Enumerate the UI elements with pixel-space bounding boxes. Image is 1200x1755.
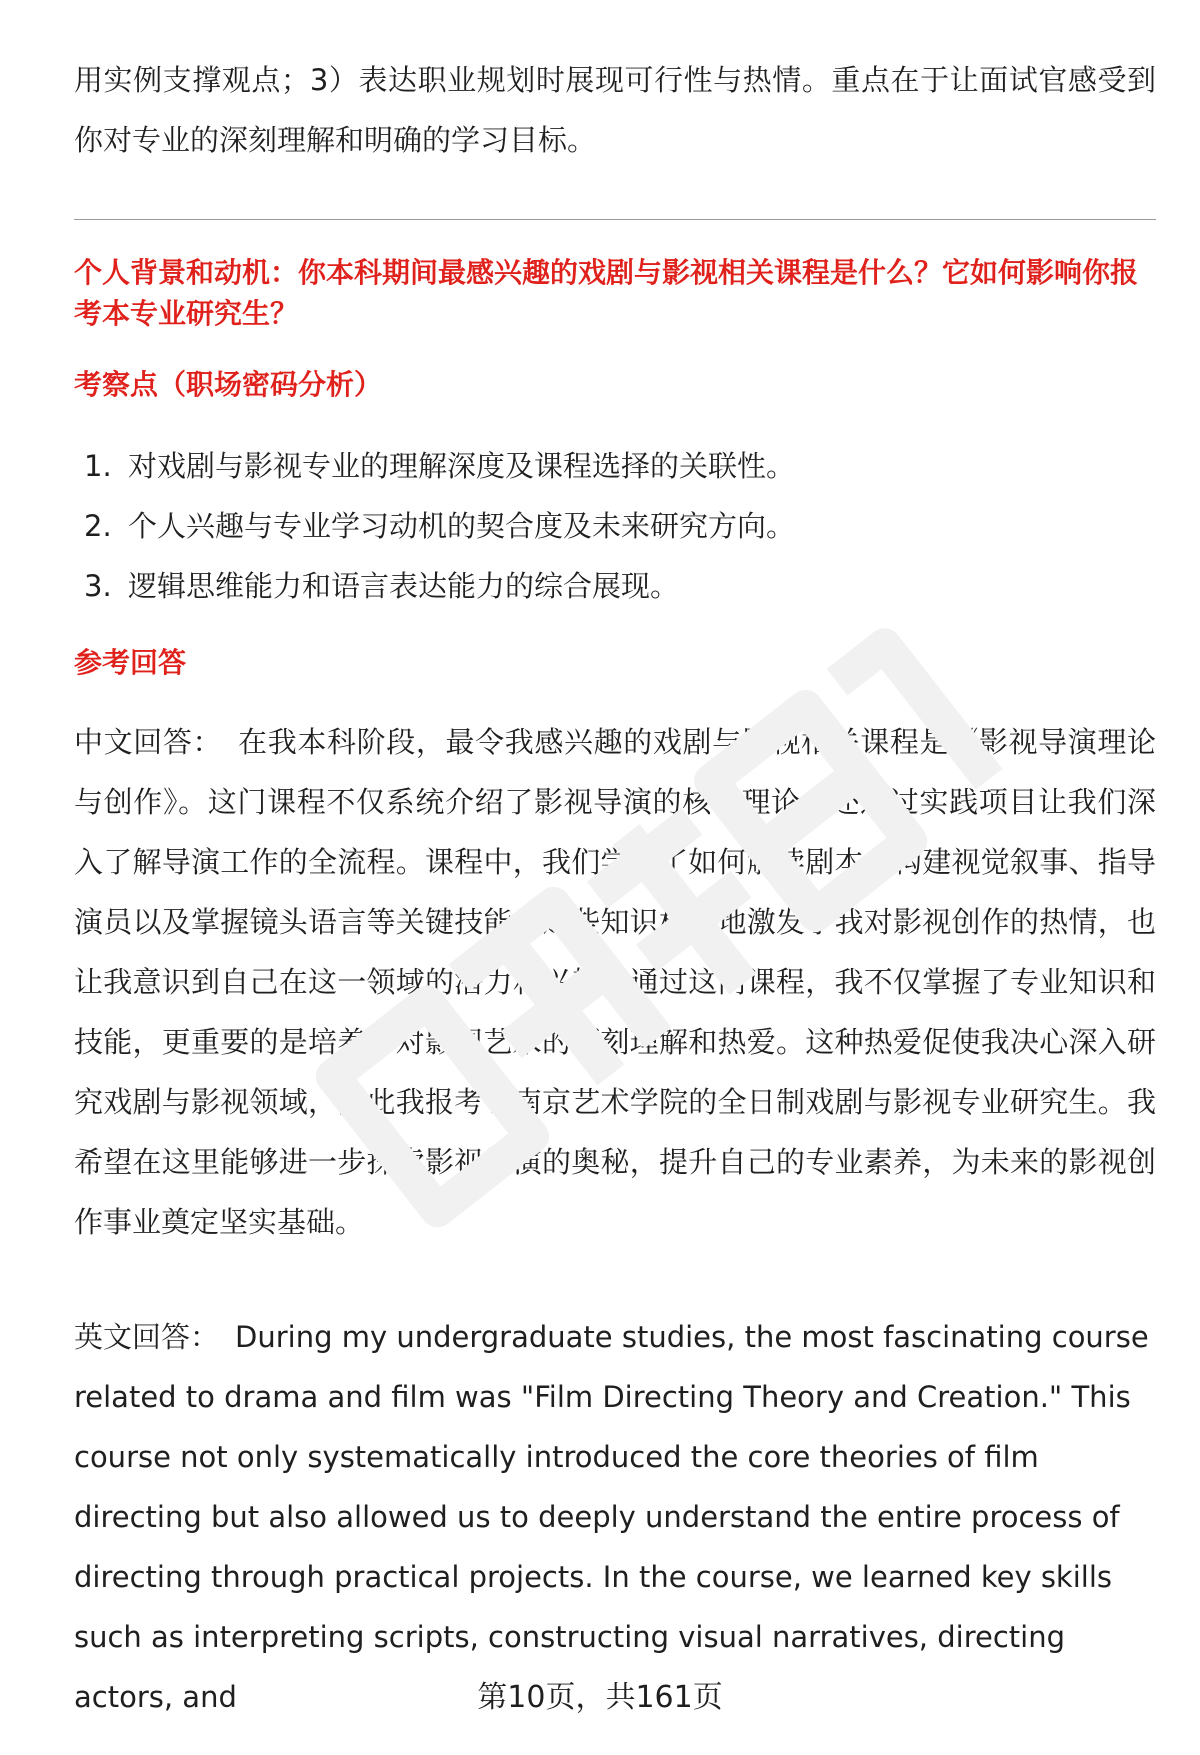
english-answer-label: 英文回答： [74, 1320, 220, 1354]
list-item-number: 3. [84, 569, 112, 603]
list-item [84, 556, 795, 616]
chinese-answer-paragraph [74, 712, 1156, 1252]
list-item-text: 逻辑思维能力和语言表达能力的综合展现。 [128, 569, 680, 603]
list-item-number: 1. [84, 449, 112, 483]
intro-paragraph: 用实例支撑观点；3）表达职业规划时展现可行性与热情。重点在于让面试官感受到你对专业的深刻理解和明确的学习目标。 [74, 63, 1156, 157]
page-number-footer: 第10页，共161页 [477, 1680, 723, 1715]
question-heading: 个人背景和动机：你本科期间最感兴趣的戏剧与影视相关课程是什么？它如何影响你报考本专业研究生？ [74, 256, 1139, 330]
chinese-answer-label: 中文回答： [74, 725, 223, 759]
answer-title: 参考回答 [74, 646, 187, 679]
list-item [84, 436, 795, 496]
section-divider [74, 219, 1156, 220]
list-item-text: 个人兴趣与专业学习动机的契合度及未来研究方向。 [128, 509, 796, 543]
list-item [84, 496, 795, 556]
english-answer-paragraph [74, 1307, 1156, 1727]
points-title: 考察点（职场密码分析） [74, 368, 383, 401]
english-answer-text: During my undergraduate studies, the most fascinating course related to drama and film was "Film Directing Theory and Creation." This course not only systematically introduced the core theories of film directing but also allowed us to deeply understand the entire process of directing through practical projects. In the course, we learned key skills such as interpreting scripts, constructing visual narratives, directing actors, and [74, 1320, 1149, 1714]
list-item-text: 对戏剧与影视专业的理解深度及课程选择的关联性。 [128, 449, 796, 483]
list-item-number: 2. [84, 509, 112, 543]
document-page [74, 0, 1156, 1755]
points-list [84, 436, 795, 616]
chinese-answer-text: 在我本科阶段，最令我感兴趣的戏剧与影视相关课程是《影视导演理论与创作》。这门课程不仅系统介绍了影视导演的核心理论，还通过实践项目让我们深入了解导演工作的全流程。课程中，我们学习了如何解读剧本、构建视觉叙事、指导演员以及掌握镜头语言等关键技能。这些知识极大地激发了我对影视创作的热情，也让我意识到自己在这一领域的潜力和兴趣。通过这门课程，我不仅掌握了专业知识和技能，更重要的是培养了对影视艺术的深刻理解和热爱。这种热爱促使我决心深入研究戏剧与影视领域，因此我报考了南京艺术学院的全日制戏剧与影视专业研究生。我希望在这里能够进一步探索影视导演的奥秘，提升自己的专业素养，为未来的影视创作事业奠定坚实基础。 [74, 725, 1156, 1239]
